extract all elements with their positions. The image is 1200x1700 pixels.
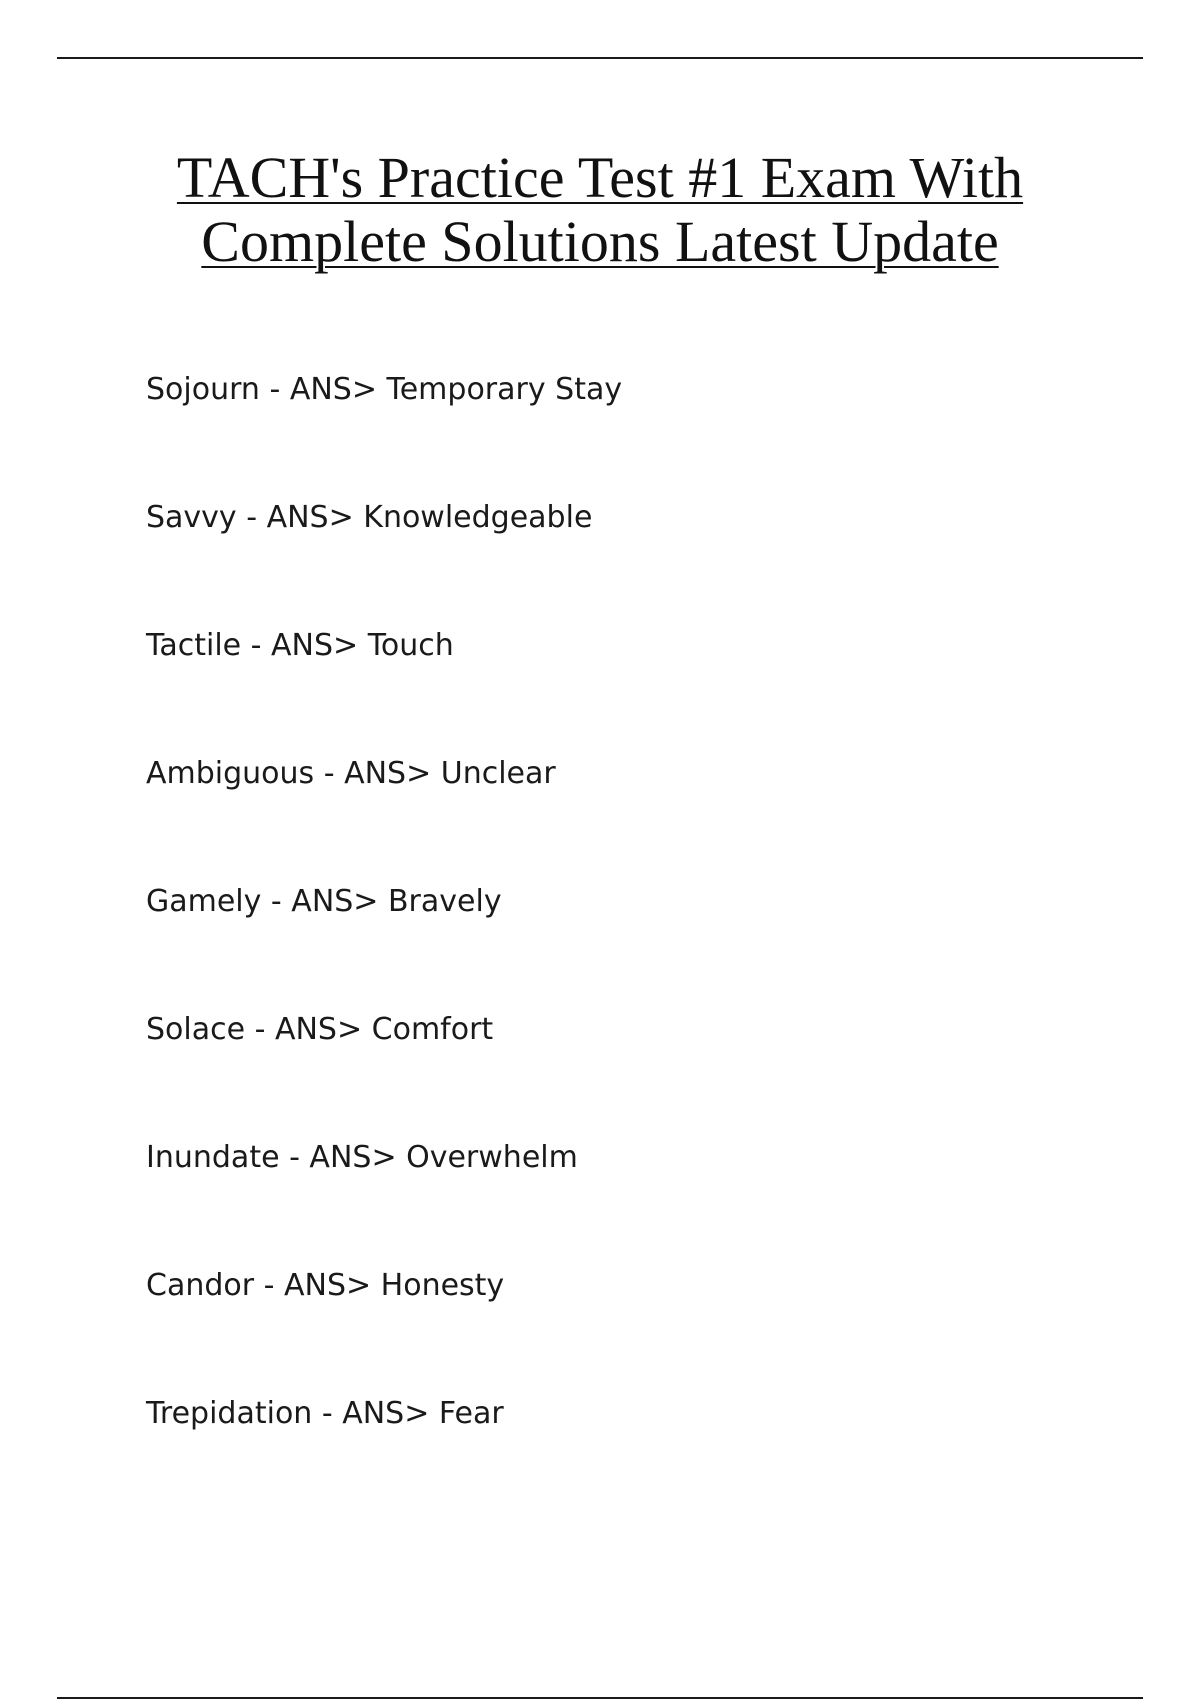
document-title: [0, 146, 1200, 274]
qa-item-candor: Candor - ANS> Honesty: [146, 1268, 505, 1303]
qa-item-gamely: Gamely - ANS> Bravely: [146, 884, 502, 919]
title-line-2: Complete Solutions Latest Update: [201, 209, 999, 274]
title-line-1: TACH's Practice Test #1 Exam With: [176, 145, 1024, 210]
qa-item-savvy: Savvy - ANS> Knowledgeable: [146, 500, 593, 535]
qa-item-sojourn: Sojourn - ANS> Temporary Stay: [146, 372, 623, 407]
qa-item-solace: Solace - ANS> Comfort: [146, 1012, 494, 1047]
qa-item-ambiguous: Ambiguous - ANS> Unclear: [146, 756, 556, 791]
header-divider: [57, 57, 1143, 59]
qa-item-tactile: Tactile - ANS> Touch: [146, 628, 454, 663]
question-answer-list: [146, 368, 1146, 1520]
qa-item-trepidation: Trepidation - ANS> Fear: [146, 1396, 504, 1431]
qa-item-inundate: Inundate - ANS> Overwhelm: [146, 1140, 578, 1175]
footer-divider: [57, 1697, 1143, 1699]
